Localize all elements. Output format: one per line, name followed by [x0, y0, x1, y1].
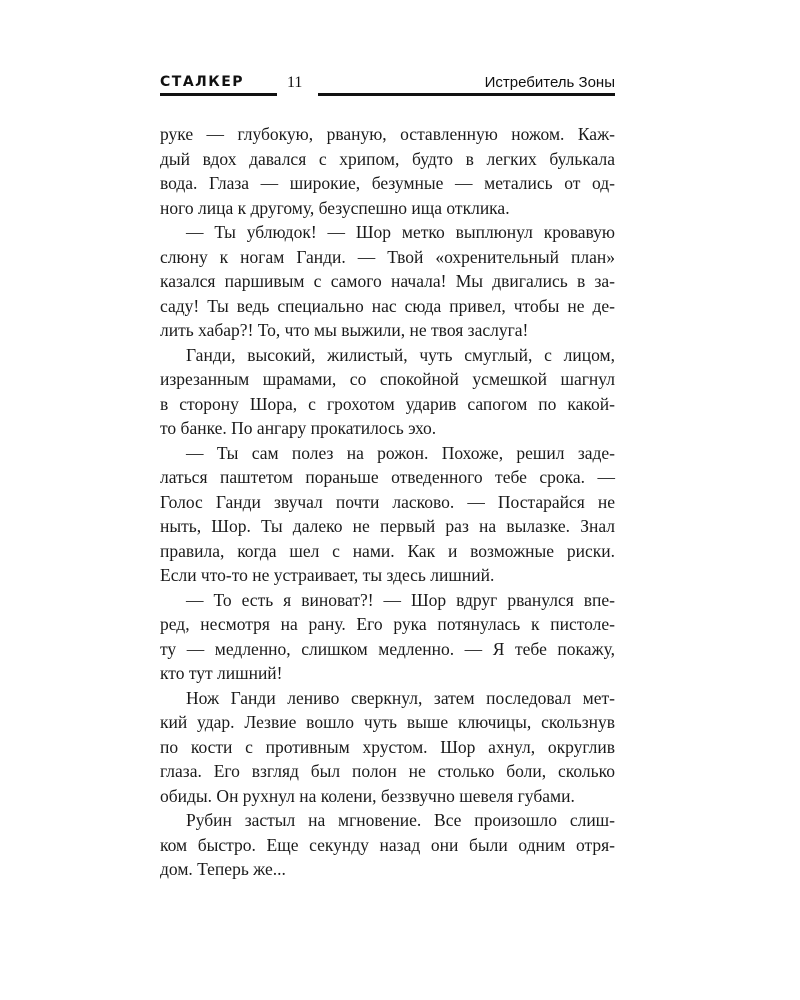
text-line: ком быстро. Еще секунду назад они были одним отря-: [160, 834, 615, 855]
text-line: — Ты ублюдок! — Шор метко выплюнул кровавую: [186, 222, 615, 242]
page-number: 11: [287, 74, 303, 91]
text-line: саду! Ты ведь специально нас сюда привел, чтобы не де-: [160, 295, 615, 316]
paragraph-3: [160, 343, 615, 441]
running-header: [160, 74, 615, 98]
text-line: Голос Ганди звучал почти ласково. — Постарайся не: [160, 491, 615, 512]
text-line: то банке. По ангару прокатилось эхо.: [160, 418, 437, 438]
paragraph-2: [160, 220, 615, 343]
paragraph-4: [160, 441, 615, 588]
text-line: руке — глубокую, рваную, оставленную ножом. Каж-: [160, 124, 615, 144]
text-line: глаза. Его взгляд был полон не столько боли, сколько: [160, 761, 615, 781]
text-line: — Ты сам полез на рожон. Похоже, решил заде-: [186, 442, 615, 463]
text-line: — То есть я виноват?! — Шор вдруг рванулся впе-: [186, 589, 615, 610]
text-line: вода. Глаза — широкие, безумные — метались от од-: [160, 173, 615, 193]
text-line: слюну к ногам Ганди. — Твой «охренительный план»: [160, 246, 615, 267]
paragraph-5: [160, 588, 615, 686]
text-line: Нож Ганди лениво сверкнул, затем последовал мет-: [186, 687, 615, 708]
text-line: Рубин застыл на мгновение. Все произошло слиш-: [186, 810, 615, 830]
text-line: дый вдох давался с хрипом, будто в легких булькала: [160, 148, 615, 169]
text-line: Ганди, высокий, жилистый, чуть смуглый, с лицом,: [186, 344, 615, 365]
text-line: ред, несмотря на рану. Его рука потянулась к пистоле-: [160, 614, 615, 634]
text-line: лить хабар?! То, что мы выжили, не твоя заслуга!: [160, 320, 529, 340]
text-line: кто тут лишний!: [160, 663, 283, 683]
book-title: Истребитель Зоны: [484, 74, 615, 91]
paragraph-6: [160, 686, 615, 809]
text-line: дом. Теперь же...: [160, 859, 286, 879]
text-line: изрезанным шрамами, со спокойной усмешкой шагнул: [160, 369, 615, 389]
text-line: в сторону Шора, с грохотом ударив сапогом по какой-: [160, 393, 615, 414]
text-line: ного лица к другому, безуспешно ища отклика.: [160, 197, 510, 218]
series-name: СТАЛКЕР: [160, 74, 245, 90]
text-line: правила, когда шел с нами. Как и возможные риски.: [160, 540, 615, 561]
text-line: кий удар. Лезвие вошло чуть выше ключицы, скользнув: [160, 712, 615, 732]
text-line: Если что-то не устраивает, ты здесь лишний.: [160, 565, 495, 585]
text-line: ныть, Шор. Ты далеко не первый раз на вылазке. Знал: [160, 516, 615, 536]
text-line: казался паршивым с самого начала! Мы двигались в за-: [160, 271, 615, 291]
text-line: обиды. Он рухнул на колени, беззвучно шевеля губами.: [160, 785, 575, 806]
header-rule-right: [318, 93, 615, 96]
paragraph-1: [160, 122, 615, 220]
header-rule-left: [160, 93, 277, 96]
text-line: латься паштетом пораньше отведенного тебе срока. —: [160, 467, 615, 487]
text-line: ту — медленно, слишком медленно. — Я тебе покажу,: [160, 638, 615, 659]
body-text: [160, 122, 615, 882]
text-line: по кости с противным хрустом. Шор ахнул, округлив: [160, 736, 615, 757]
paragraph-7: [160, 808, 615, 882]
